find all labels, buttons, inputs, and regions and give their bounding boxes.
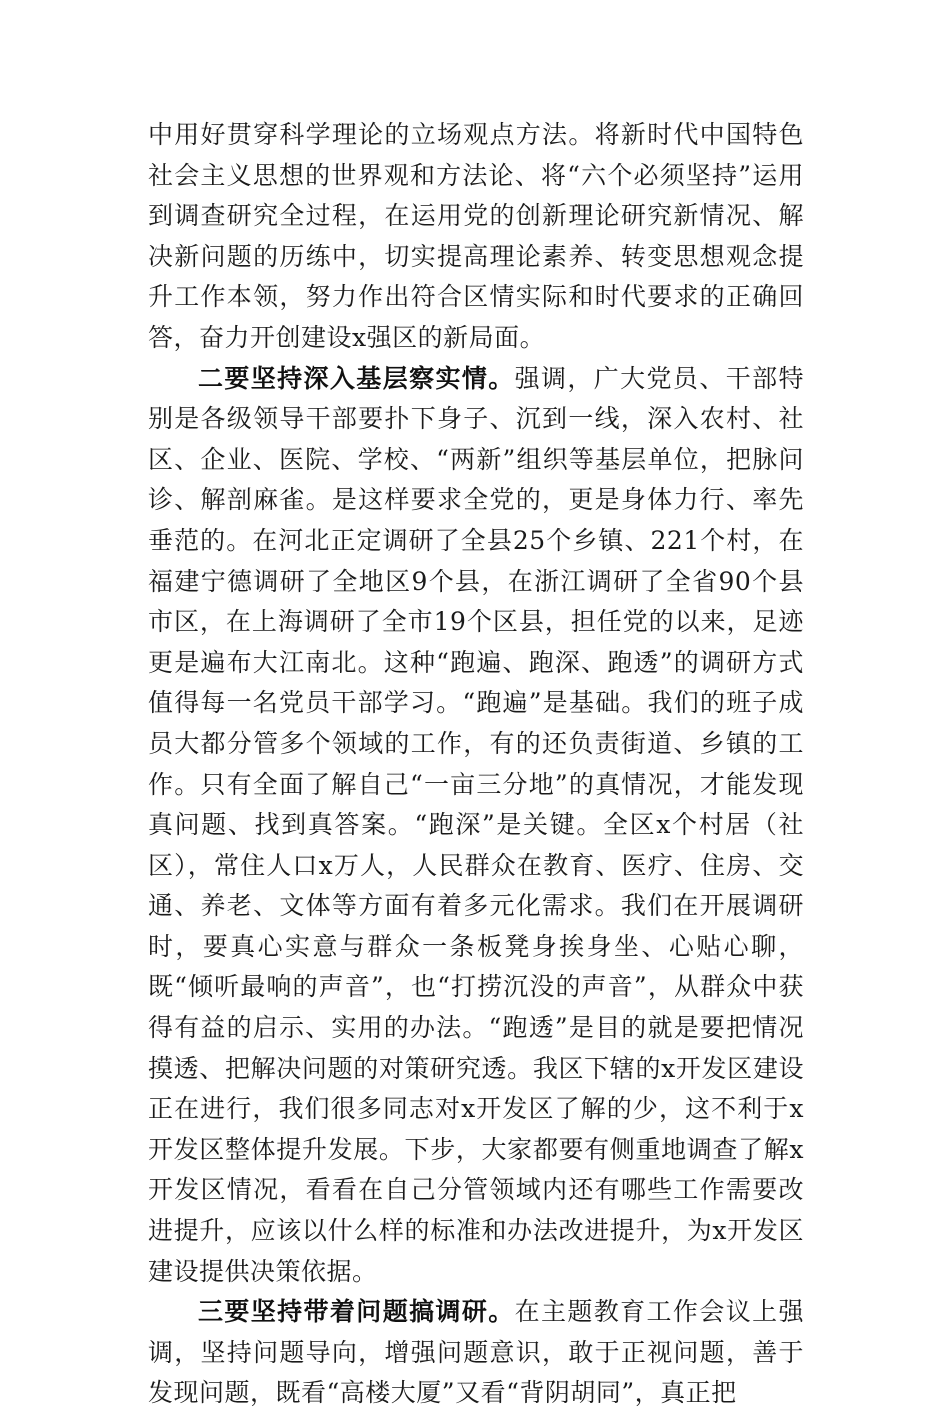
paragraph-1 [148,115,804,359]
paragraph-3-lead: 三要坚持带着问题搞调研。 [198,1297,515,1327]
paragraph-2 [148,359,804,1293]
paragraph-3-text: 在主题教育工作会议上强调，坚持问题导向，增强问题意识，敢于正视问题，善于发现问题，既看“高楼大厦”又看“背阴胡同”，真正把 [148,1297,804,1408]
paragraph-2-lead: 二要坚持深入基层察实情。 [198,363,515,393]
document-body [148,115,804,1414]
paragraph-1-text: 中用好贯穿科学理论的立场观点方法。将新时代中国特色社会主义思想的世界观和方法论、将“六个必须坚持”运用到调查研究全过程，在运用党的创新理论研究新情况、解决新问题的历练中，切实提高理论素养、转变思想观念提升工作本领，努力作出符合区情实际和时代要求的正确回答，奋力开创建设x强区的新局面。 [148,120,804,352]
paragraph-3 [148,1292,804,1414]
paragraph-2-text: 强调，广大党员、干部特别是各级领导干部要扑下身子、沉到一线，深入农村、社区、企业、医院、学校、“两新”组织等基层单位，把脉问诊、解剖麻雀。是这样要求全党的，更是身体力行、率先垂范的。在河北正定调研了全县25个乡镇、221个村，在福建宁德调研了全地区9个县，在浙江调研了全省90个县市区，在上海调研了全市19个区县，担任党的以来，足迹更是遍布大江南北。这种“跑遍、跑深、跑透”的调研方式值得每一名党员干部学习。“跑遍”是基础。我们的班子成员大都分管多个领域的工作，有的还负责街道、乡镇的工作。只有全面了解自己“一亩三分地”的真情况，才能发现真问题、找到真答案。“跑深”是关键。全区x个村居（社区），常住人口x万人，人民群众在教育、医疗、住房、交通、养老、文体等方面有着多元化需求。我们在开展调研时，要真心实意与群众一条板凳身挨身坐、心贴心聊，既“倾听最响的声音”，也“打捞沉没的声音”，从群众中获得有益的启示、实用的办法。“跑透”是目的就是要把情况摸透、把解决问题的对策研究透。我区下辖的x开发区建设正在进行，我们很多同志对x开发区了解的少，这不利于x开发区整体提升发展。下步，大家都要有侧重地调查了解x开发区情况，看看在自己分管领域内还有哪些工作需要改进提升，应该以什么样的标准和办法改进提升，为x开发区建设提供决策依据。 [148,363,804,1286]
